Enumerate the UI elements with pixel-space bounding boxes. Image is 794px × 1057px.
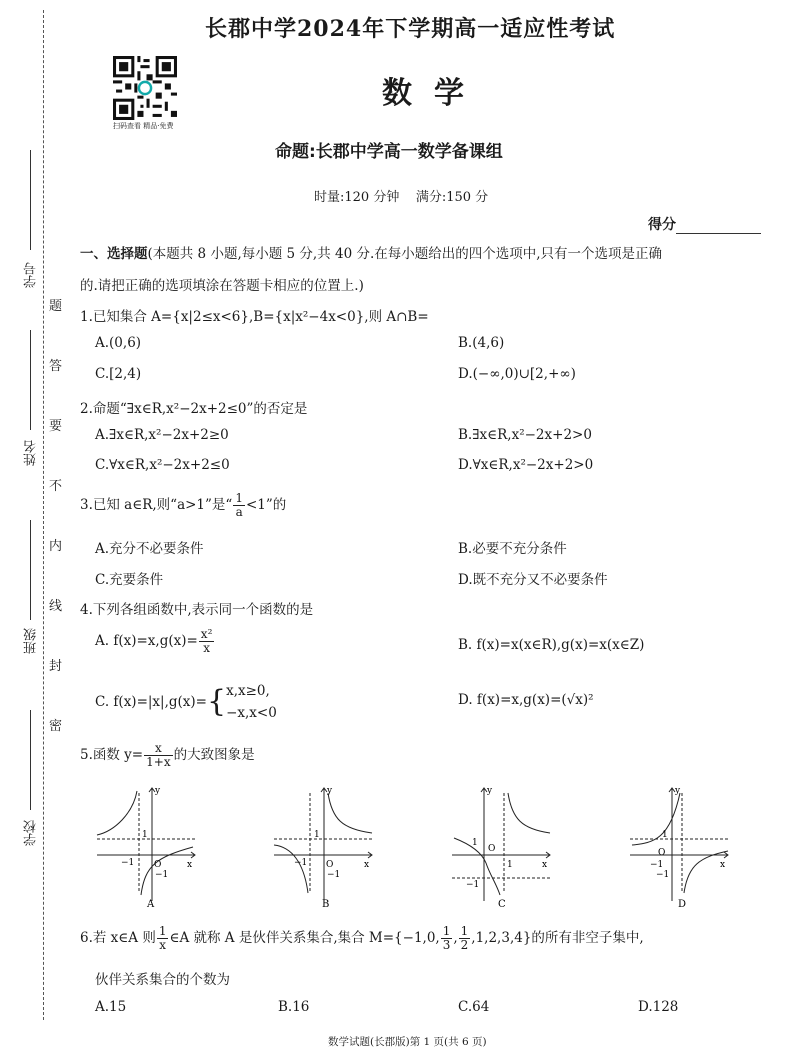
- svg-text:x: x: [187, 860, 193, 870]
- q6-option-a[interactable]: A.15: [95, 999, 127, 1015]
- field-school-blank[interactable]: [30, 710, 31, 810]
- svg-text:−1: −1: [327, 870, 341, 880]
- page-footer: 数学试题(长郡版)第 1 页(共 6 页): [328, 1036, 487, 1048]
- svg-text:O: O: [154, 860, 162, 870]
- svg-text:1: 1: [142, 830, 148, 840]
- q6-fraction-one-half: $\frac{1}{2}$: [460, 924, 469, 952]
- q4-option-c[interactable]: C. f(x)=|x|,g(x)={ x,x≥0, −x,x<0: [95, 683, 277, 721]
- svg-text:−1: −1: [294, 858, 308, 868]
- q3-option-b[interactable]: B.必要不充分条件: [458, 541, 567, 557]
- q1-option-d[interactable]: D.(−∞,0)∪[2,+∞): [458, 366, 576, 382]
- q4-stem: 4.下列各组函数中,表示同一个函数的是: [80, 602, 314, 618]
- q3-option-d[interactable]: D.既不充分又不必要条件: [458, 572, 608, 588]
- svg-text:−1: −1: [656, 870, 670, 880]
- svg-text:1: 1: [507, 860, 513, 870]
- score-blank[interactable]: [676, 219, 761, 234]
- q3-option-c[interactable]: C.充要条件: [95, 572, 164, 588]
- svg-text:−1: −1: [121, 858, 135, 868]
- svg-text:x: x: [720, 860, 726, 870]
- svg-text:1: 1: [662, 830, 668, 840]
- score-label: 得分: [648, 217, 676, 233]
- exam-committee: 命题:长郡中学高一数学备课组: [275, 142, 503, 162]
- svg-text:x: x: [364, 860, 370, 870]
- svg-text:O: O: [658, 848, 666, 858]
- q1-option-b[interactable]: B.(4,6): [458, 335, 505, 351]
- q5-graph-b-label: B: [322, 899, 330, 908]
- svg-text:−1: −1: [466, 880, 480, 890]
- q3-fraction: $\frac{1}{a}$: [235, 491, 243, 519]
- q2-option-a[interactable]: A.∃x∈R,x²−2x+2≥0: [95, 427, 229, 443]
- q6-stem-line2: 伙伴关系集合的个数为: [95, 972, 230, 988]
- q4-c-brace: {: [207, 684, 227, 719]
- q6-option-c[interactable]: C.64: [458, 999, 490, 1015]
- field-student-id-blank[interactable]: [30, 150, 31, 250]
- q6-fraction-one-third: $\frac{1}{3}$: [442, 924, 451, 952]
- q3-stem: 3.已知 a∈R,则“a>1”是“ $\frac{1}{a}$ <1”的: [80, 491, 287, 519]
- q4-option-d[interactable]: D. f(x)=x,g(x)=(√x)²: [458, 692, 594, 708]
- q5-graph-d[interactable]: [628, 783, 738, 908]
- q5-fraction: $\frac{x}{1+x}$: [146, 741, 171, 769]
- q4-option-a[interactable]: A. f(x)=x,g(x)= $\frac{\text{x²}}{x}$: [95, 627, 213, 655]
- svg-text:x: x: [542, 860, 548, 870]
- field-student-id: 学号: [24, 262, 39, 288]
- svg-text:O: O: [488, 844, 496, 854]
- field-class: 班级: [24, 628, 39, 654]
- field-school: 学校: [24, 820, 39, 846]
- q6-option-d[interactable]: D.128: [638, 999, 679, 1015]
- svg-text:−1: −1: [650, 860, 664, 870]
- svg-text:1: 1: [472, 838, 478, 848]
- section1-intro-line2: 的.请把正确的选项填涂在答题卡相应的位置上.): [80, 278, 364, 294]
- qr-code[interactable]: [113, 56, 177, 120]
- svg-text:y: y: [327, 786, 333, 796]
- field-name-blank[interactable]: [30, 330, 31, 430]
- svg-text:y: y: [155, 786, 161, 796]
- q5-graph-a-label: A: [147, 899, 155, 908]
- q3-option-a[interactable]: A.充分不必要条件: [95, 541, 204, 557]
- svg-text:−1: −1: [155, 870, 169, 880]
- exam-time-info: 时量:120 分钟 满分:150 分: [314, 190, 489, 205]
- svg-text:1: 1: [314, 830, 320, 840]
- qr-caption: 扫码查看 精品·免费: [113, 122, 174, 130]
- q5-graph-a[interactable]: [95, 783, 205, 908]
- q2-option-b[interactable]: B.∃x∈R,x²−2x+2>0: [458, 427, 592, 443]
- section1-intro: 一、选择题(本题共 8 小题,每小题 5 分,共 40 分.在每小题给出的四个选项中,只有一个选项是正确: [80, 246, 663, 262]
- q6-option-b[interactable]: B.16: [278, 999, 310, 1015]
- q2-option-c[interactable]: C.∀x∈R,x²−2x+2≤0: [95, 457, 230, 473]
- binding-line: [43, 10, 44, 1020]
- q2-stem: 2.命题“∃x∈R,x²−2x+2≤0”的否定是: [80, 401, 308, 417]
- q4-option-b[interactable]: B. f(x)=x(x∈R),g(x)=x(x∈Z): [458, 637, 645, 653]
- section1-heading: 一、选择题: [80, 246, 148, 262]
- score-box[interactable]: [648, 214, 761, 234]
- sidebar-notice: 题 答 要 不 内 线 封 密: [49, 299, 63, 734]
- q5-stem: 5.函数 y= $\frac{x}{1+x}$ 的大致图象是: [80, 741, 255, 769]
- q5-graph-c[interactable]: [450, 783, 560, 908]
- exam-subject: 数学: [382, 76, 486, 111]
- q5-graph-c-label: C: [498, 899, 506, 908]
- q5-graph-d-label: D: [678, 899, 687, 908]
- q2-option-d[interactable]: D.∀x∈R,x²−2x+2>0: [458, 457, 594, 473]
- field-name: 姓名: [24, 440, 39, 466]
- q1-stem: 1.已知集合 A={x|2≤x<6},B={x|x²−4x<0},则 A∩B=: [80, 309, 429, 325]
- q5-graph-b[interactable]: [272, 783, 382, 908]
- q6-fraction-1-over-x: $\frac{1}{x}$: [158, 924, 167, 952]
- svg-text:O: O: [326, 860, 334, 870]
- q1-option-c[interactable]: C.[2,4): [95, 366, 142, 382]
- exam-title: 长郡中学2024年下学期高一适应性考试: [205, 16, 616, 42]
- svg-text:y: y: [675, 786, 681, 796]
- svg-text:y: y: [487, 786, 493, 796]
- q6-stem: 6.若 x∈A 则 $\frac{1}{x}$ ∈A 就称 A 是伙伴关系集合,集合 M={−1,0, $\frac{1}{3}$ , $\frac{1}{2}$ ,1,2,3,4}的所有非空子集中,: [80, 924, 644, 952]
- field-class-blank[interactable]: [30, 520, 31, 620]
- q1-option-a[interactable]: A.(0,6): [95, 335, 142, 351]
- q4-a-fraction: $\frac{\text{x²}}{x}$: [200, 627, 213, 655]
